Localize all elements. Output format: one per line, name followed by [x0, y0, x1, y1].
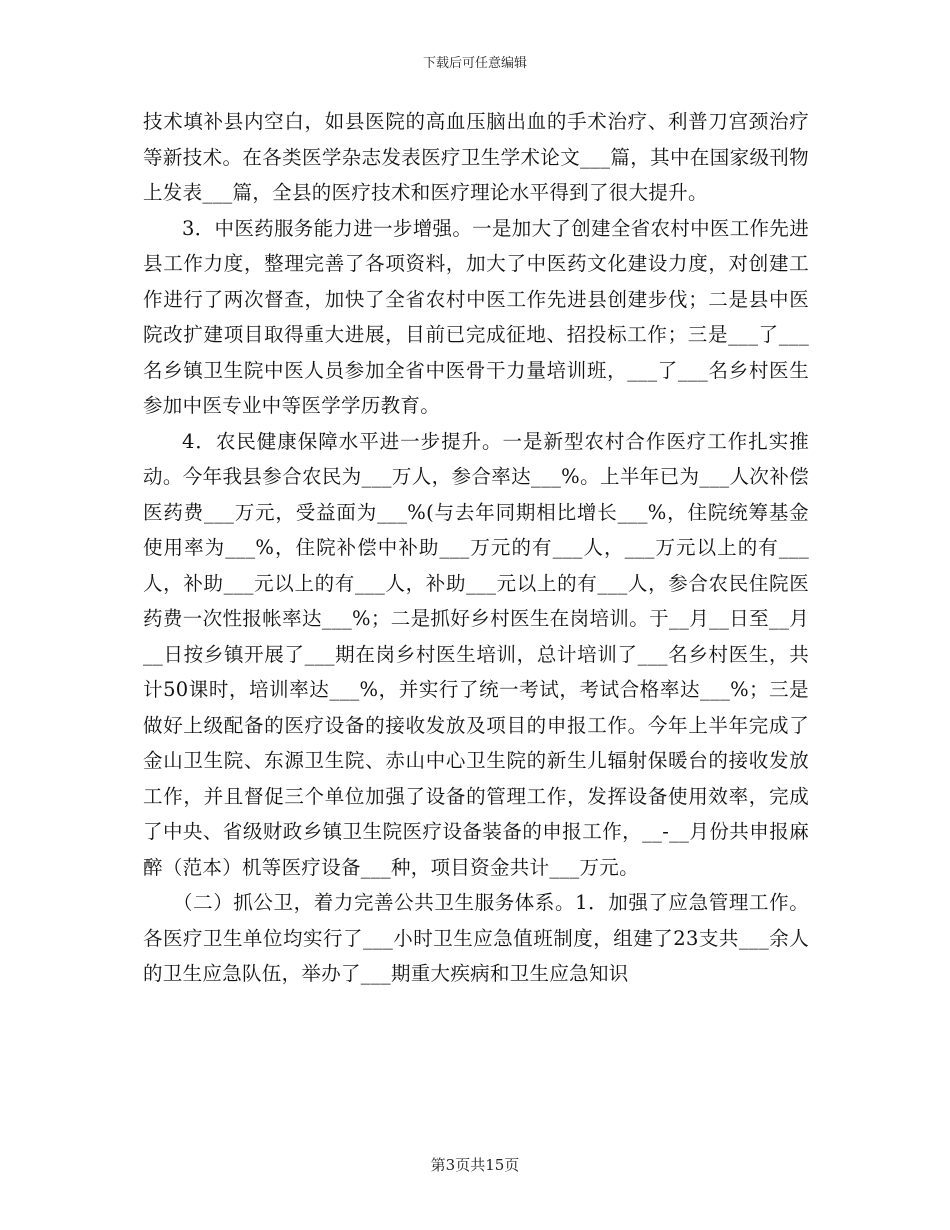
paragraph-section-3: 3．中医药服务能力进一步增强。一是加大了创建全省农村中医工作先进县工作力度，整理完善了各项资料，加大了中医药文化建设力度，对创建工作进行了两次督查，加快了全省农村中医工作先进县创建步伐；二是县中医院改扩建项目取得重大进展，目前已完成征地、招投标工作；三是___了___名乡镇卫生院中医人员参加全省中医骨干力量培训班，___了___名乡村医生参加中医专业中等医学学历教育。 — [143, 216, 809, 417]
page-header: 下载后可任意编辑 — [422, 56, 527, 71]
page-footer: 第3页共15页 — [430, 1156, 520, 1174]
paragraph-continuation: 技术填补县内空白，如县医院的高血压脑出血的手术治疗、利普刀宫颈治疗等新技术。在各类医学杂志发表医疗卫生学术论文___篇，其中在国家级刊物上发表___篇，全县的医疗技术和医疗理论水平得到了很大提升。 — [143, 110, 809, 204]
paragraph-section-4: 4．农民健康保障水平进一步提升。一是新型农村合作医疗工作扎实推动。今年我县参合农民为___万人，参合率达___%。上半年已为___人次补偿医药费___万元，受益面为___%(与去年同期相比增长___%，住院统筹基金使用率为___%，住院补偿中补助___万元的有___人，___万元以上的有___人，补助___元以上的有___人，补助___元以上的有___人，参合农民住院医药费一次性报帐率达___%；二是抓好乡村医生在岗培训。于__月__日至__月__日按乡镇开展了___期在岗乡村医生培训，总计培训了___名乡村医生，共计50课时，培训率达___%，并实行了统一考试，考试合格率达___%；三是做好上级配备的医疗设备的接收发放及项目的申报工作。今年上半年完成了金山卫生院、东源卫生院、赤山中心卫生院的新生儿辐射保暖台的接收发放工作，并且督促三个单位加强了设备的管理工作，发挥设备使用效率，完成了中央、省级财政乡镇卫生院医疗设备装备的申报工作，__-__月份共申报麻醉（范本）机等医疗设备___种，项目资金共计___万元。 — [143, 429, 809, 879]
paragraph-public-health: （二）抓公卫，着力完善公共卫生服务体系。1．加强了应急管理工作。各医疗卫生单位均实行了___小时卫生应急值班制度，组建了23支共___余人的卫生应急队伍，举办了___期重大疾病和卫生应急知识 — [143, 891, 809, 985]
document-body — [143, 104, 809, 992]
